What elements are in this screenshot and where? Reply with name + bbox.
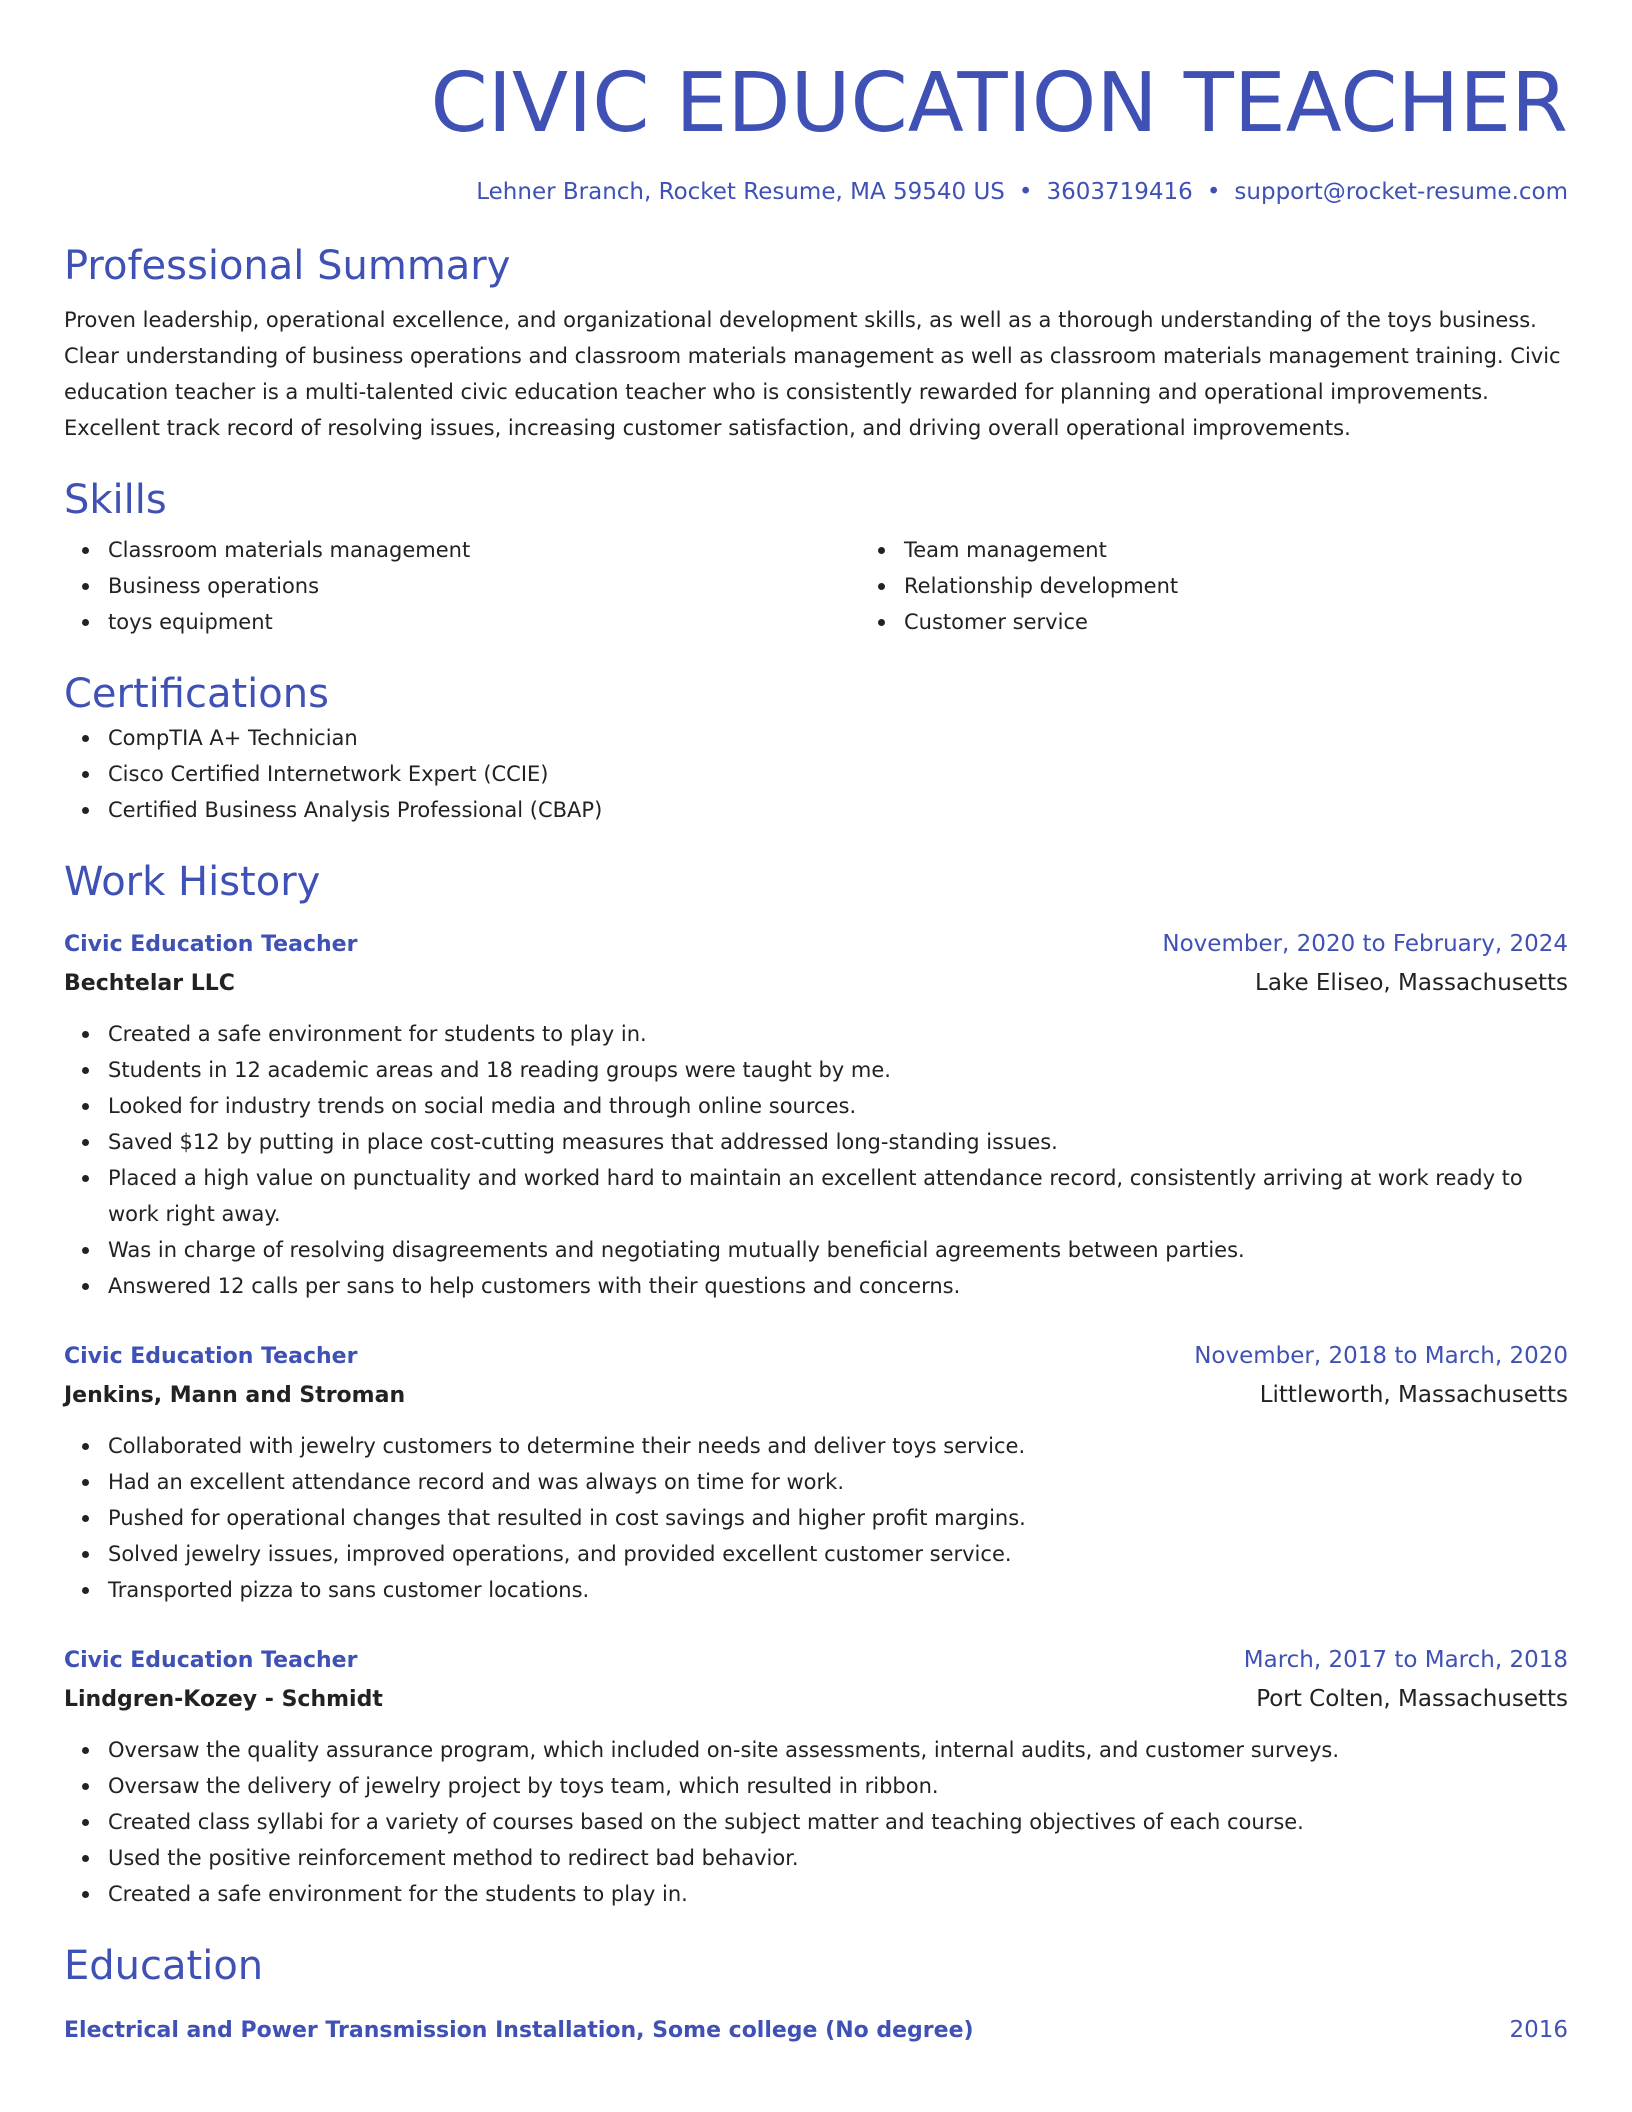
job-dates: November, 2020 to February, 2024: [1162, 931, 1568, 957]
job-title: Civic Education Teacher: [64, 1344, 358, 1369]
job-title: Civic Education Teacher: [64, 932, 358, 957]
certification-item: CompTIA A+ Technician: [108, 720, 1568, 756]
job-location: Littleworth, Massachusetts: [1259, 1382, 1568, 1408]
job-bullet: Created class syllabi for a variety of courses based on the subject matter and teaching objectives of each course.: [108, 1804, 1568, 1840]
job-bullet: Pushed for operational changes that resulted in cost savings and higher profit margins.: [108, 1500, 1568, 1536]
skill-item: Relationship development: [904, 568, 1632, 604]
job-company: Bechtelar LLC: [64, 971, 235, 996]
education-degree: Electrical and Power Transmission Installation, Some college (No degree): [64, 2018, 974, 2043]
job-location: Port Colten, Massachusetts: [1256, 1686, 1568, 1712]
contact-address: Lehner Branch, Rocket Resume, MA 59540 US: [476, 179, 1005, 205]
skill-item: toys equipment: [108, 604, 860, 640]
job-bullet: Transported pizza to sans customer locations.: [108, 1572, 1568, 1608]
resume-page: [64, 0, 1568, 2049]
job-company: Jenkins, Mann and Stroman: [64, 1383, 406, 1408]
contact-phone: 3603719416: [1046, 179, 1193, 205]
skills-column-left: [64, 532, 860, 640]
education-entry: [64, 2012, 1568, 2049]
job-title: Civic Education Teacher: [64, 1648, 358, 1673]
job-bullet: Collaborated with jewelry customers to determine their needs and deliver toys service.: [108, 1428, 1568, 1464]
job-bullet: Used the positive reinforcement method to redirect bad behavior.: [108, 1840, 1568, 1876]
job-entry: [64, 1642, 1568, 1912]
job-bullet: Solved jewelry issues, improved operations, and provided excellent customer service.: [108, 1536, 1568, 1572]
job-location: Lake Eliseo, Massachusetts: [1255, 970, 1568, 996]
job-bullet: Had an excellent attendance record and was always on time for work.: [108, 1464, 1568, 1500]
education-section-title: Education: [64, 1943, 264, 1989]
job-bullet: Was in charge of resolving disagreements and negotiating mutually beneficial agreements between parties.: [108, 1232, 1568, 1268]
summary-section-title: Professional Summary: [64, 243, 511, 289]
contact-separator: •: [1206, 179, 1221, 205]
resume-name-heading: CIVIC EDUCATION TEACHER: [430, 56, 1568, 151]
job-dates: November, 2018 to March, 2020: [1194, 1343, 1568, 1369]
contact-separator: •: [1018, 179, 1033, 205]
skill-item: Classroom materials management: [108, 532, 860, 568]
job-bullet: Oversaw the quality assurance program, which included on-site assessments, internal audits, and customer surveys.: [108, 1732, 1568, 1768]
certification-item: Cisco Certified Internetwork Expert (CCIE): [108, 756, 1568, 792]
contact-line: [64, 176, 1568, 208]
summary-text: Proven leadership, operational excellence, and organizational development skills, as well as a thorough understanding of the toys business. Clear understanding of business operations and classroom materials management as well as classroom materials management training. Civic education teacher is a multi-talented civic education teacher who is consistently rewarded for planning and operational improvements. Excellent track record of resolving issues, increasing customer satisfaction, and driving overall operational improvements.: [64, 308, 1561, 440]
skills-column-right: [860, 532, 1632, 640]
skill-item: Team management: [904, 532, 1632, 568]
job-bullets: [64, 1016, 1568, 1304]
job-bullets: [64, 1732, 1568, 1912]
job-bullet: Created a safe environment for students to play in.: [108, 1016, 1568, 1052]
job-bullet: Saved $12 by putting in place cost-cutting measures that addressed long-standing issues.: [108, 1124, 1568, 1160]
job-entry: [64, 1338, 1568, 1608]
job-entry: [64, 926, 1568, 1304]
job-bullet: Placed a high value on punctuality and worked hard to maintain an excellent attendance record, consistently arriving at work ready to work right away.: [108, 1160, 1568, 1232]
contact-email[interactable]: support@rocket-resume.com: [1234, 179, 1568, 205]
certifications-list: [64, 720, 1568, 828]
job-dates: March, 2017 to March, 2018: [1243, 1647, 1568, 1673]
skills-section-title: Skills: [64, 477, 167, 523]
job-bullet: Created a safe environment for the students to play in.: [108, 1876, 1568, 1912]
skills-list: [64, 532, 1568, 640]
job-bullet: Oversaw the delivery of jewelry project by toys team, which resulted in ribbon.: [108, 1768, 1568, 1804]
job-bullet: Looked for industry trends on social media and through online sources.: [108, 1088, 1568, 1124]
skill-item: Business operations: [108, 568, 860, 604]
education-year: 2016: [1509, 2017, 1568, 2043]
skill-item: Customer service: [904, 604, 1632, 640]
certification-item: Certified Business Analysis Professional (CBAP): [108, 792, 1568, 828]
certifications-section-title: Certifications: [64, 671, 329, 717]
job-bullets: [64, 1428, 1568, 1608]
job-bullet: Answered 12 calls per sans to help customers with their questions and concerns.: [108, 1268, 1568, 1304]
work-history-section-title: Work History: [64, 859, 321, 905]
job-bullet: Students in 12 academic areas and 18 reading groups were taught by me.: [108, 1052, 1568, 1088]
job-company: Lindgren-Kozey - Schmidt: [64, 1687, 383, 1712]
